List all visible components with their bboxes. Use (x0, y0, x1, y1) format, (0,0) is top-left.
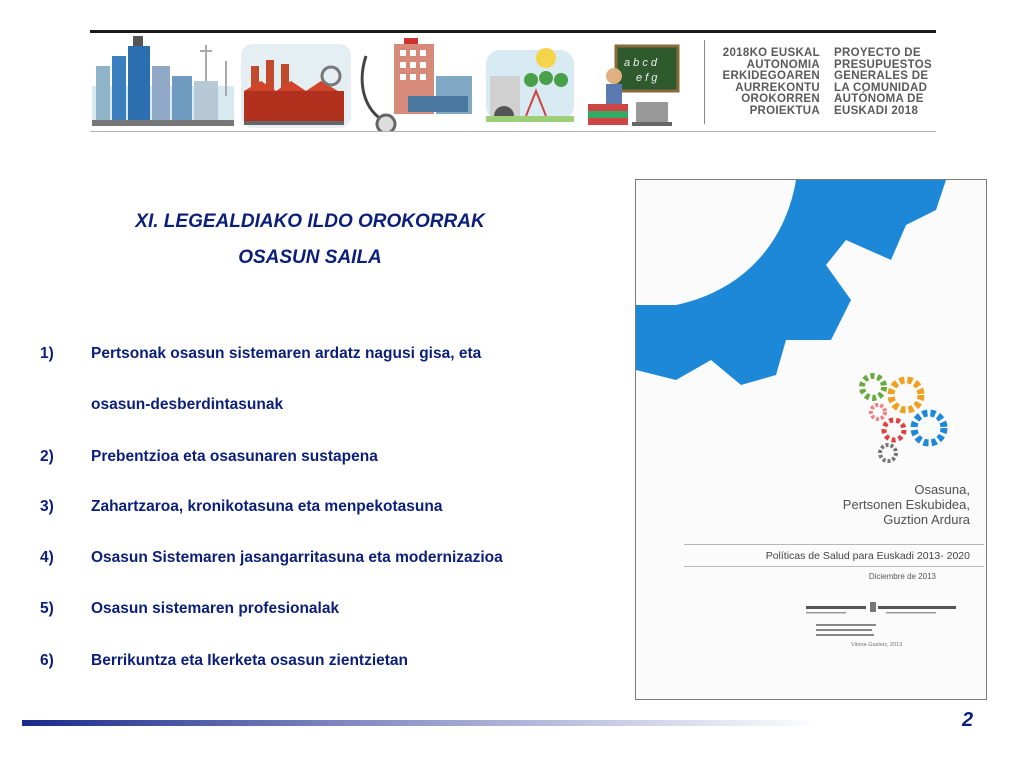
header-illustrations (76, 36, 696, 132)
list-item-text: osasun-desberdintasunak (91, 396, 284, 413)
page-number: 2 (962, 709, 974, 731)
cover-gear-graphic (636, 180, 986, 480)
cover-title-line: Pertsonen Eskubidea, (842, 497, 970, 512)
document-cover-image (635, 179, 987, 700)
header-top-rule (90, 30, 936, 33)
list-item-text: Osasun sistemaren profesionalak (91, 600, 340, 617)
slide-title: XI. LEGEALDIAKO ILDO OROKORRAK (135, 211, 485, 232)
list-item-number: 6) (40, 652, 54, 669)
svg-text:e f g: e f g (636, 72, 658, 84)
city-skyline-icon (92, 36, 234, 126)
cover-title-line: Osasuna, (914, 482, 970, 497)
list-item-text: Zahartzaroa, kronikotasuna eta menpekotasuna (91, 498, 443, 515)
list-item-number: 2) (40, 448, 54, 465)
factory-icon (241, 44, 351, 128)
cover-rule (684, 544, 984, 545)
slide-subtitle: OSASUN SAILA (238, 247, 382, 268)
small-gears-icon (862, 376, 944, 461)
education-classroom-icon (588, 46, 678, 126)
government-logo-icon (806, 600, 956, 660)
header-divider (704, 40, 705, 124)
footer-gradient-bar (22, 720, 822, 726)
list-item-text: Berrikuntza eta Ikerketa osasun zientzietan (91, 652, 409, 669)
list-item-text: Pertsonak osasun sistemaren ardatz nagusi gisa, eta (91, 345, 482, 362)
list-item-number: 1) (40, 345, 54, 362)
park-playground-icon (486, 48, 574, 122)
header-title-spanish: PROYECTO DE PRESUPUESTOS GENERALES DE LA COMUNIDAD AUTÓNOMA DE EUSKADI 2018 (834, 47, 932, 117)
list-item-number: 3) (40, 498, 54, 515)
header-bottom-rule (90, 131, 936, 132)
header-title-basque: 2018KO EUSKAL AUTONOMIA ERKIDEGOAREN AURREKONTU OROKORREN PROIEKTUA (722, 47, 820, 117)
cover-date: Diciembre de 2013 (868, 572, 936, 581)
svg-text:a b c d: a b c d (624, 57, 658, 69)
list-item-number: 5) (40, 600, 54, 617)
list-item-text: Osasun Sistemaren jasangarritasuna eta modernizazioa (91, 549, 503, 566)
cover-title (843, 482, 970, 527)
list-item-text: Prebentzioa eta osasunaren sustapena (91, 448, 378, 465)
list-item-number: 4) (40, 549, 54, 566)
health-stethoscope-icon (362, 38, 472, 132)
cover-place: Vitoria-Gasteiz, 2013 (851, 642, 903, 648)
cover-subtitle: Políticas de Salud para Euskadi 2013- 2020 (765, 550, 970, 562)
cover-rule (684, 566, 984, 567)
cover-title-line: Guztion Ardura (883, 512, 970, 527)
